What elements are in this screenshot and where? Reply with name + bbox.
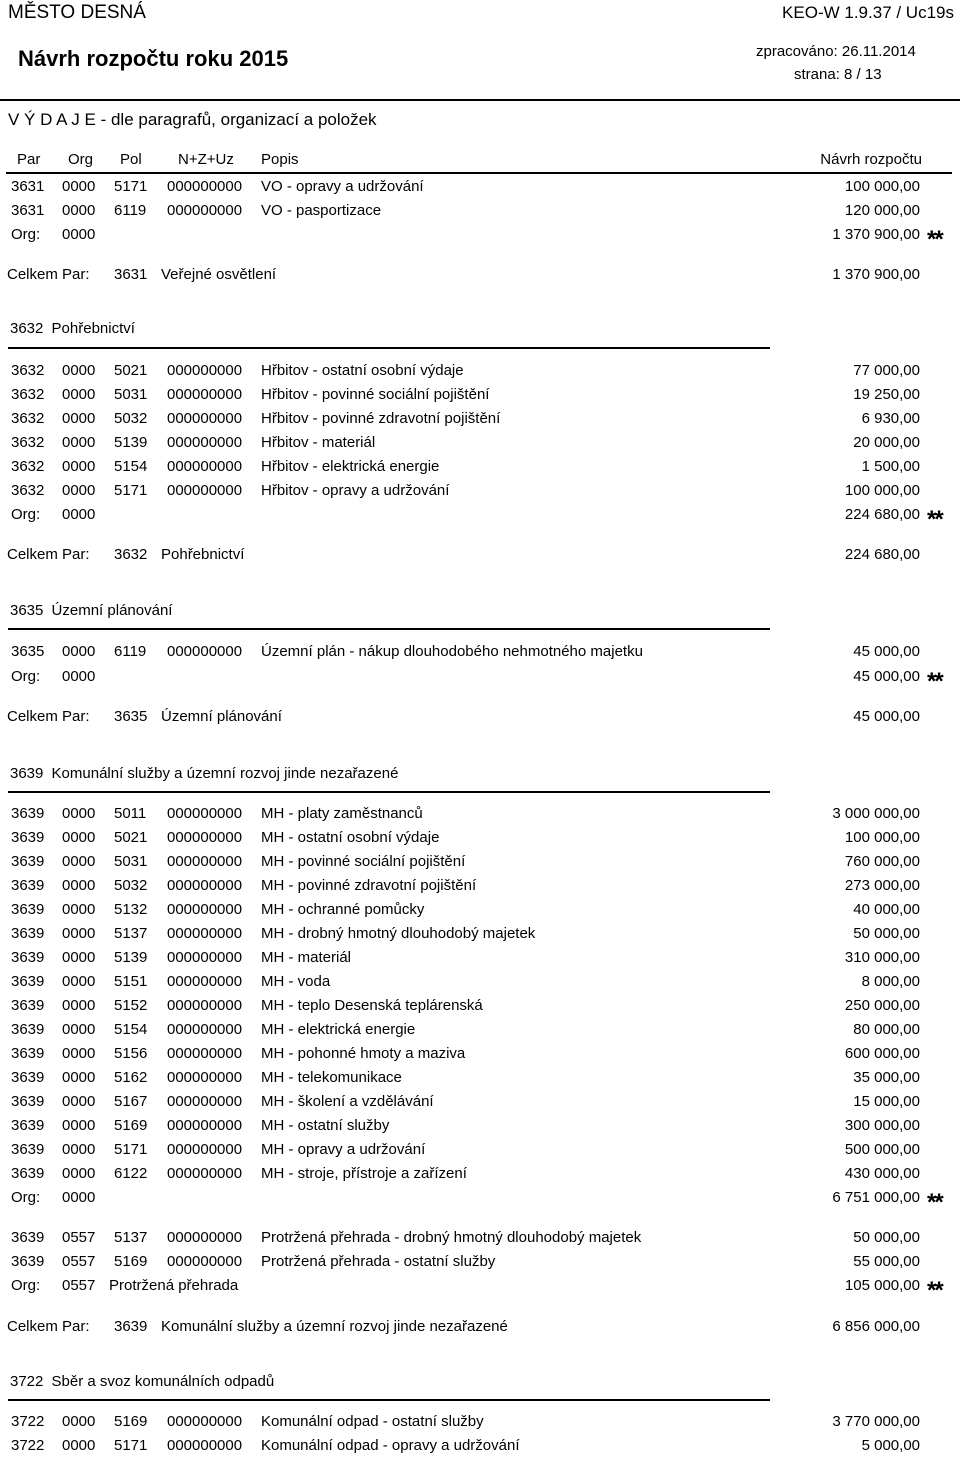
- section-divider: [8, 347, 770, 349]
- table-row: [0, 1045, 960, 1065]
- cell-par: 3639: [114, 1318, 148, 1335]
- cell-pol: 6119: [114, 643, 147, 660]
- cell-par: 3632: [114, 546, 148, 563]
- section-heading: [10, 602, 172, 622]
- cell-par: 3631: [114, 266, 148, 283]
- cell-amount: 40 000,00: [853, 901, 920, 918]
- column-header-nzu: N+Z+Uz: [178, 151, 234, 168]
- cell-amount: 15 000,00: [853, 1093, 920, 1110]
- table-row: [0, 1253, 960, 1273]
- cell-org: 0000: [62, 901, 96, 918]
- cell-org: 0000: [62, 949, 96, 966]
- cell-description: MH - povinné sociální pojištění: [261, 853, 466, 870]
- cell-description: MH - teplo Desenská teplárenská: [261, 997, 483, 1014]
- table-row: [0, 829, 960, 849]
- cell-description: MH - opravy a udržování: [261, 1141, 426, 1158]
- table-row: [0, 643, 960, 663]
- org-subtotal-row: [0, 668, 960, 695]
- section-divider: [8, 791, 770, 793]
- cell-pol: 5171: [114, 178, 148, 195]
- cell-org: 0557: [62, 1253, 96, 1270]
- cell-par: 3631: [11, 178, 45, 195]
- table-row: [0, 1413, 960, 1433]
- cell-amount: 77 000,00: [853, 362, 920, 379]
- cell-par: 3722: [11, 1413, 45, 1430]
- cell-par: 3639: [11, 1021, 45, 1038]
- cell-par: 3639: [11, 901, 45, 918]
- cell-par: 3631: [11, 202, 45, 219]
- cell-org: 0000: [62, 362, 96, 379]
- org-subtotal-row: [0, 1277, 960, 1304]
- page-number: strana: 8 / 13: [794, 66, 882, 83]
- cell-par: 3639: [11, 1229, 45, 1246]
- section-title: Pohřebnictví: [51, 320, 135, 337]
- table-row: [0, 386, 960, 406]
- cell-nzu: 000000000: [167, 1045, 243, 1062]
- org-subtotal-row: [0, 1189, 960, 1216]
- cell-org: 0000: [62, 1437, 96, 1454]
- table-row: [0, 853, 960, 873]
- paragraph-total-amount: 6 856 000,00: [832, 1318, 920, 1335]
- org-subtotal-label: Org:: [11, 1277, 41, 1294]
- cell-par: 3635: [114, 708, 148, 725]
- cell-amount: 5 000,00: [861, 1437, 920, 1454]
- cell-org: 0000: [62, 853, 96, 870]
- section-divider: [8, 1399, 770, 1401]
- cell-description: VO - opravy a udržování: [261, 178, 424, 195]
- cell-org: 0000: [62, 829, 96, 846]
- cell-pol: 5011: [114, 805, 147, 822]
- table-row: [0, 1229, 960, 1249]
- org-subtotal-label: Org:: [11, 226, 41, 243]
- paragraph-total-amount: 45 000,00: [853, 708, 920, 725]
- paragraph-total-amount: 224 680,00: [844, 546, 920, 563]
- org-subtotal-amount: 45 000,00: [853, 668, 920, 685]
- cell-pol: 6119: [114, 202, 147, 219]
- cell-nzu: 000000000: [167, 805, 243, 822]
- cell-nzu: 000000000: [167, 1093, 243, 1110]
- cell-nzu: 000000000: [167, 458, 243, 475]
- paragraph-total-row: [0, 266, 960, 286]
- cell-description: Komunální odpad - ostatní služby: [261, 1413, 484, 1430]
- header-divider: [0, 99, 960, 101]
- cell-org: 0000: [62, 434, 96, 451]
- section-code: 3632: [10, 320, 44, 337]
- cell-pol: 5031: [114, 386, 148, 403]
- table-row: [0, 877, 960, 897]
- table-row: [0, 434, 960, 454]
- cell-org: 0000: [62, 668, 96, 685]
- cell-org: 0000: [62, 1165, 96, 1182]
- cell-nzu: 000000000: [167, 973, 243, 990]
- cell-org: 0000: [62, 1021, 96, 1038]
- cell-pol: 5171: [114, 482, 148, 499]
- cell-par: 3635: [11, 643, 45, 660]
- cell-description: Hřbitov - povinné sociální pojištění: [261, 386, 490, 403]
- cell-amount: 1 500,00: [861, 458, 920, 475]
- cell-pol: 5152: [114, 997, 148, 1014]
- paragraph-total-label: Celkem Par:: [7, 266, 90, 283]
- cell-par: 3639: [11, 1141, 45, 1158]
- cell-pol: 5171: [114, 1141, 148, 1158]
- cell-par: 3639: [11, 877, 45, 894]
- section-heading: [10, 765, 398, 785]
- cell-pol: 5139: [114, 949, 148, 966]
- cell-nzu: 000000000: [167, 877, 243, 894]
- cell-pol: 5031: [114, 853, 148, 870]
- cell-pol: 5154: [114, 458, 148, 475]
- org-subtotal-row: [0, 506, 960, 533]
- cell-org: 0000: [62, 997, 96, 1014]
- table-row: [0, 1437, 960, 1457]
- table-row: [0, 1117, 960, 1137]
- cell-amount: 55 000,00: [853, 1253, 920, 1270]
- page-title: Návrh rozpočtu roku 2015: [18, 46, 289, 71]
- software-version: KEO-W 1.9.37 / Uc19s: [782, 3, 954, 22]
- subtotal-marker: **: [927, 1277, 942, 1304]
- cell-org: 0000: [62, 643, 96, 660]
- cell-par: 3632: [11, 362, 45, 379]
- cell-amount: 100 000,00: [844, 482, 920, 499]
- table-row: [0, 362, 960, 382]
- cell-amount: 310 000,00: [844, 949, 920, 966]
- cell-description: Hřbitov - elektrická energie: [261, 458, 440, 475]
- cell-amount: 250 000,00: [844, 997, 920, 1014]
- cell-org: 0000: [62, 1093, 96, 1110]
- cell-org: 0000: [62, 1117, 96, 1134]
- cell-nzu: 000000000: [167, 1413, 243, 1430]
- subtotal-marker: **: [927, 226, 942, 253]
- cell-org: 0000: [62, 1189, 96, 1206]
- cell-nzu: 000000000: [167, 1141, 243, 1158]
- cell-description: MH - pohonné hmoty a maziva: [261, 1045, 466, 1062]
- cell-org: 0557: [62, 1229, 96, 1246]
- cell-description: MH - platy zaměstnanců: [261, 805, 423, 822]
- cell-description: Hřbitov - ostatní osobní výdaje: [261, 362, 464, 379]
- cell-amount: 100 000,00: [844, 829, 920, 846]
- cell-amount: 50 000,00: [853, 925, 920, 942]
- cell-description: Hřbitov - materiál: [261, 434, 376, 451]
- cell-nzu: 000000000: [167, 1437, 243, 1454]
- section-heading: [10, 320, 135, 340]
- table-row: [0, 1069, 960, 1089]
- table-row: [0, 1141, 960, 1161]
- section-code: 3722: [10, 1373, 44, 1390]
- cell-pol: 5169: [114, 1253, 148, 1270]
- paragraph-name: Veřejné osvětlení: [161, 266, 277, 283]
- column-header-par: Par: [17, 151, 41, 168]
- org-subtotal-amount: 105 000,00: [844, 1277, 920, 1294]
- cell-description: MH - elektrická energie: [261, 1021, 416, 1038]
- cell-nzu: 000000000: [167, 362, 243, 379]
- cell-org: 0557: [62, 1277, 96, 1294]
- table-row: [0, 805, 960, 825]
- section-code: 3639: [10, 765, 44, 782]
- cell-amount: 35 000,00: [853, 1069, 920, 1086]
- cell-amount: 20 000,00: [853, 434, 920, 451]
- column-header-org: Org: [68, 151, 94, 168]
- column-header-pol: Pol: [120, 151, 142, 168]
- city-name: MĚSTO DESNÁ: [8, 2, 146, 23]
- paragraph-total-row: [0, 546, 960, 566]
- cell-amount: 120 000,00: [844, 202, 920, 219]
- cell-nzu: 000000000: [167, 482, 243, 499]
- cell-pol: 5169: [114, 1117, 148, 1134]
- cell-amount: 430 000,00: [844, 1165, 920, 1182]
- cell-nzu: 000000000: [167, 1117, 243, 1134]
- cell-amount: 500 000,00: [844, 1141, 920, 1158]
- subtotal-marker: **: [927, 506, 942, 533]
- cell-nzu: 000000000: [167, 925, 243, 942]
- cell-pol: 6122: [114, 1165, 148, 1182]
- cell-par: 3632: [11, 410, 45, 427]
- column-header-description: Popis: [261, 151, 299, 168]
- cell-par: 3639: [11, 1253, 45, 1270]
- cell-par: 3639: [11, 1093, 45, 1110]
- cell-nzu: 000000000: [167, 386, 243, 403]
- cell-pol: 5139: [114, 434, 148, 451]
- paragraph-total-label: Celkem Par:: [7, 708, 90, 725]
- cell-nzu: 000000000: [167, 829, 243, 846]
- cell-description: Hřbitov - opravy a udržování: [261, 482, 450, 499]
- cell-org: 0000: [62, 1045, 96, 1062]
- cell-pol: 5167: [114, 1093, 148, 1110]
- cell-description: Hřbitov - povinné zdravotní pojištění: [261, 410, 501, 427]
- cell-nzu: 000000000: [167, 1069, 243, 1086]
- cell-nzu: 000000000: [167, 1229, 243, 1246]
- cell-amount: 19 250,00: [853, 386, 920, 403]
- cell-org: 0000: [62, 226, 96, 243]
- cell-nzu: 000000000: [167, 434, 243, 451]
- column-header-row: [0, 151, 960, 171]
- paragraph-total-row: [0, 708, 960, 728]
- section-divider: [8, 628, 770, 630]
- cell-description: MH - drobný hmotný dlouhodobý majetek: [261, 925, 536, 942]
- section-title: Sběr a svoz komunálních odpadů: [51, 1373, 275, 1390]
- cell-par: 3639: [11, 925, 45, 942]
- cell-nzu: 000000000: [167, 997, 243, 1014]
- cell-amount: 8 000,00: [861, 973, 920, 990]
- cell-par: 3639: [11, 805, 45, 822]
- cell-par: 3639: [11, 973, 45, 990]
- section-title: Územní plánování: [51, 602, 173, 619]
- org-subtotal-row: [0, 226, 960, 253]
- table-row: [0, 901, 960, 921]
- cell-nzu: 000000000: [167, 202, 243, 219]
- cell-par: 3632: [11, 458, 45, 475]
- table-row: [0, 997, 960, 1017]
- cell-description: MH - školení a vzdělávání: [261, 1093, 434, 1110]
- cell-par: 3632: [11, 482, 45, 499]
- column-header-amount: Návrh rozpočtu: [820, 151, 922, 168]
- paragraph-total-amount: 1 370 900,00: [832, 266, 920, 283]
- cell-nzu: 000000000: [167, 949, 243, 966]
- org-subtotal-amount: 1 370 900,00: [832, 226, 920, 243]
- cell-org: 0000: [62, 202, 96, 219]
- cell-org: 0000: [62, 458, 96, 475]
- cell-par: 3639: [11, 997, 45, 1014]
- cell-amount: 273 000,00: [844, 877, 920, 894]
- table-row: [0, 458, 960, 478]
- cell-description: Komunální odpad - opravy a udržování: [261, 1437, 520, 1454]
- cell-nzu: 000000000: [167, 178, 243, 195]
- paragraph-name: Pohřebnictví: [161, 546, 245, 563]
- cell-pol: 5032: [114, 877, 148, 894]
- cell-par: 3639: [11, 1045, 45, 1062]
- cell-org: 0000: [62, 1413, 96, 1430]
- cell-org: 0000: [62, 506, 96, 523]
- cell-nzu: 000000000: [167, 643, 243, 660]
- cell-org: 0000: [62, 386, 96, 403]
- cell-par: 3639: [11, 1165, 45, 1182]
- cell-pol: 5154: [114, 1021, 148, 1038]
- table-row: [0, 949, 960, 969]
- table-row: [0, 973, 960, 993]
- paragraph-name: Územní plánování: [161, 708, 282, 725]
- cell-description: MH - ostatní služby: [261, 1117, 390, 1134]
- table-row: [0, 202, 960, 222]
- cell-par: 3639: [11, 1117, 45, 1134]
- cell-pol: 5137: [114, 1229, 148, 1246]
- cell-par: 3639: [11, 829, 45, 846]
- org-subtotal-amount: 6 751 000,00: [832, 1189, 920, 1206]
- cell-pol: 5151: [114, 973, 148, 990]
- cell-org: 0000: [62, 877, 96, 894]
- cell-par: 3639: [11, 853, 45, 870]
- cell-pol: 5137: [114, 925, 148, 942]
- cell-nzu: 000000000: [167, 1021, 243, 1038]
- cell-amount: 3 770 000,00: [832, 1413, 920, 1430]
- cell-amount: 100 000,00: [844, 178, 920, 195]
- cell-description: MH - materiál: [261, 949, 352, 966]
- cell-org: 0000: [62, 973, 96, 990]
- cell-description: Protržená přehrada - drobný hmotný dlouhodobý majetek: [261, 1229, 642, 1246]
- table-row: [0, 482, 960, 502]
- cell-pol: 5132: [114, 901, 148, 918]
- table-row: [0, 1093, 960, 1113]
- table-row: [0, 1021, 960, 1041]
- cell-par: 3722: [11, 1437, 45, 1454]
- table-row: [0, 178, 960, 198]
- paragraph-total-label: Celkem Par:: [7, 546, 90, 563]
- cell-org: 0000: [62, 410, 96, 427]
- cell-description: Územní plán - nákup dlouhodobého nehmotného majetku: [261, 643, 643, 660]
- cell-par: 3632: [11, 434, 45, 451]
- org-subtotal-amount: 224 680,00: [844, 506, 920, 523]
- cell-amount: 80 000,00: [853, 1021, 920, 1038]
- cell-description: Protržená přehrada - ostatní služby: [261, 1253, 496, 1270]
- cell-org: 0000: [62, 925, 96, 942]
- cell-org: 0000: [62, 1141, 96, 1158]
- cell-amount: 760 000,00: [844, 853, 920, 870]
- report-subtitle: V Ý D A J E - dle paragrafů, organizací a položek: [8, 110, 377, 129]
- cell-pol: 5156: [114, 1045, 148, 1062]
- cell-nzu: 000000000: [167, 410, 243, 427]
- cell-pol: 5021: [114, 829, 148, 846]
- table-row: [0, 1165, 960, 1185]
- cell-amount: 300 000,00: [844, 1117, 920, 1134]
- cell-nzu: 000000000: [167, 901, 243, 918]
- cell-nzu: 000000000: [167, 853, 243, 870]
- cell-description: VO - pasportizace: [261, 202, 382, 219]
- cell-nzu: 000000000: [167, 1253, 243, 1270]
- cell-par: 3632: [11, 386, 45, 403]
- table-row: [0, 925, 960, 945]
- cell-description: MH - povinné zdravotní pojištění: [261, 877, 477, 894]
- paragraph-total-label: Celkem Par:: [7, 1318, 90, 1335]
- cell-org: 0000: [62, 1069, 96, 1086]
- cell-amount: 6 930,00: [861, 410, 920, 427]
- cell-org: 0000: [62, 178, 96, 195]
- cell-description: MH - telekomunikace: [261, 1069, 402, 1086]
- cell-description: MH - ochranné pomůcky: [261, 901, 425, 918]
- cell-amount: 600 000,00: [844, 1045, 920, 1062]
- cell-description: MH - voda: [261, 973, 331, 990]
- cell-par: 3639: [11, 949, 45, 966]
- org-subtotal-label: Org:: [11, 668, 41, 685]
- section-title: Komunální služby a územní rozvoj jinde nezařazené: [51, 765, 399, 782]
- cell-pol: 5162: [114, 1069, 148, 1086]
- cell-amount: 50 000,00: [853, 1229, 920, 1246]
- cell-amount: 45 000,00: [853, 643, 920, 660]
- processed-date: zpracováno: 26.11.2014: [756, 43, 916, 60]
- cell-description: MH - stroje, přístroje a zařízení: [261, 1165, 467, 1182]
- cell-pol: 5021: [114, 362, 148, 379]
- cell-amount: 3 000 000,00: [832, 805, 920, 822]
- cell-org: 0000: [62, 482, 96, 499]
- paragraph-name: Komunální služby a územní rozvoj jinde nezařazené: [161, 1318, 508, 1335]
- cell-description: MH - ostatní osobní výdaje: [261, 829, 440, 846]
- paragraph-total-row: [0, 1318, 960, 1338]
- cell-pol: 5032: [114, 410, 148, 427]
- cell-org: 0000: [62, 805, 96, 822]
- org-subtotal-label: Org:: [11, 506, 41, 523]
- subtotal-marker: **: [927, 668, 942, 695]
- cell-nzu: 000000000: [167, 1165, 243, 1182]
- cell-pol: 5169: [114, 1413, 148, 1430]
- org-name: Protržená přehrada: [109, 1277, 239, 1294]
- section-heading: [10, 1373, 274, 1393]
- org-subtotal-label: Org:: [11, 1189, 41, 1206]
- column-header-divider: [6, 172, 952, 174]
- cell-par: 3639: [11, 1069, 45, 1086]
- cell-pol: 5171: [114, 1437, 148, 1454]
- section-code: 3635: [10, 602, 44, 619]
- subtotal-marker: **: [927, 1189, 942, 1216]
- table-row: [0, 410, 960, 430]
